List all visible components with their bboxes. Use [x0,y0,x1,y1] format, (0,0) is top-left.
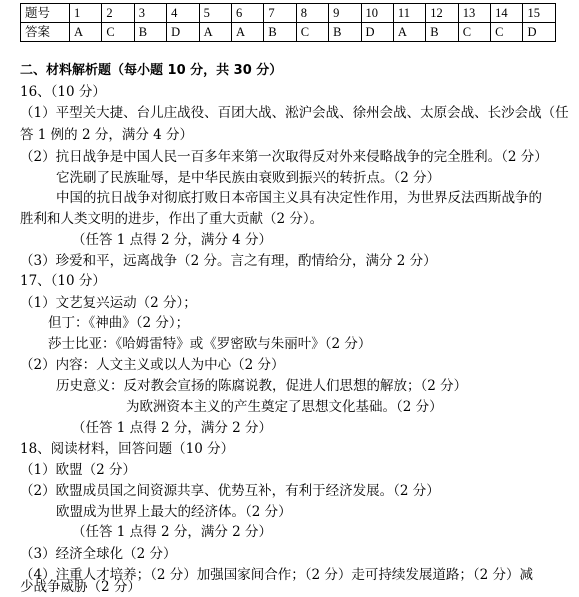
question-number: 2 [102,4,134,23]
row-label-number: 题号 [21,4,70,23]
answer-cell: C [102,23,134,42]
q18-part2-answer: （2）欧盟成员国之间资源共享、优势互补，有利于经济发展。（2 分） [20,483,440,499]
question-number: 5 [199,4,231,23]
answer-row [21,23,556,42]
q16-part1-answer: （1）平型关大捷、台儿庄战役、百团大战、淞沪会战、徐州会战、太原会战、长沙会战（任 [20,105,569,121]
answer-cell: B [329,23,361,42]
question-number-row [21,4,556,23]
q18-part4-answer: （4）注重人才培养；（2 分）加强国家间合作；（2 分）走可持续发展道路；（2 分）减 [20,567,533,583]
q18-part2-point2: 欧盟成为世界上最大的经济体。（2 分） [56,504,292,520]
question-number: 1 [70,4,102,23]
question-17-heading: 17、（10 分） [20,273,106,289]
answer-cell: C [296,23,328,42]
answer-cell: D [523,23,556,42]
question-number: 9 [329,4,361,23]
q16-part3-answer: （3）珍爱和平，远离战争（2 分。言之有理，酌情给分，满分 2 分） [20,253,437,269]
q16-part2-point2: 它洗刷了民族耻辱，是中华民族由衰败到振兴的转折点。（2 分） [56,170,441,186]
q16-part2-point3: 中国的抗日战争对彻底打败日本帝国主义具有决定性作用，为世界反法西斯战争的 [56,190,542,206]
answer-cell: A [231,23,263,42]
q18-part1-answer: （1）欧盟（2 分） [20,462,136,478]
question-18-heading: 18、阅读材料，回答问题（10 分） [20,441,235,457]
answer-cell: D [361,23,393,42]
answer-cell: B [264,23,296,42]
q16-part2-scoring: （任答 1 点得 2 分，满分 4 分） [72,232,273,248]
question-number: 3 [134,4,166,23]
answer-cell: C [458,23,490,42]
answer-cell: D [167,23,199,42]
row-label-answer: 答案 [21,23,70,42]
question-number: 11 [393,4,425,23]
question-number: 12 [426,4,458,23]
question-16-heading: 16、（10 分） [20,84,106,100]
q18-part3-answer: （3）经济全球化（2 分） [20,546,177,562]
question-number: 6 [231,4,263,23]
answer-cell: C [491,23,523,42]
q18-part2-scoring: （任答 1 点得 2 分，满分 2 分） [72,524,273,540]
q17-part1-shakespeare: 莎士比亚：《哈姆雷特》或《罗密欧与朱丽叶》（2 分） [48,336,372,352]
q17-part2-significance-cont: 为欧洲资本主义的产生奠定了思想文化基础。（2 分） [126,399,443,415]
q17-part1-dante: 但丁：《神曲》（2 分）； [48,315,190,331]
question-number: 4 [167,4,199,23]
question-number: 7 [264,4,296,23]
q16-part2-point3-cont: 胜利和人类文明的进步，作出了重大贡献（2 分）。 [20,211,324,227]
question-number: 13 [458,4,490,23]
question-number: 15 [523,4,556,23]
answer-table [20,3,556,42]
q18-part4-answer-cont: 少战争威胁（2 分） [20,579,141,595]
section-heading: 二、材料解析题（每小题 10 分，共 30 分） [20,63,283,78]
q17-part1-answer: （1）文艺复兴运动（2 分）； [20,295,197,311]
answer-cell: B [134,23,166,42]
question-number: 10 [361,4,393,23]
answer-cell: B [426,23,458,42]
q17-part2-significance: 历史意义：反对教会宣扬的陈腐说教，促进人们思想的解放；（2 分） [56,378,468,394]
q16-part2-answer: （2）抗日战争是中国人民一百多年来第一次取得反对外来侵略战争的完全胜利。（2 分） [20,149,548,165]
answer-cell: A [393,23,425,42]
q17-part2-scoring: （任答 1 点得 2 分，满分 2 分） [72,420,273,436]
q16-part1-scoring: 答 1 例的 2 分，满分 4 分） [20,127,194,143]
q17-part2-content: （2）内容：人文主义或以人为中心（2 分） [20,357,285,373]
question-number: 8 [296,4,328,23]
answer-cell: A [70,23,102,42]
question-number: 14 [491,4,523,23]
answer-cell: A [199,23,231,42]
